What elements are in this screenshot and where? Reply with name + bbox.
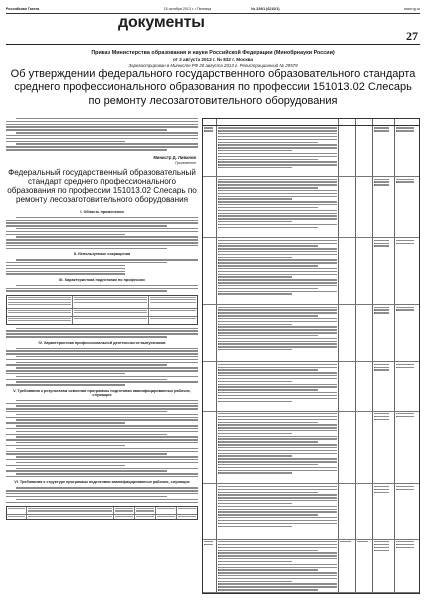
- section-title: документы: [118, 14, 205, 31]
- minister-signature: Министр Д. Ливанов: [153, 154, 196, 160]
- table-row: [203, 126, 419, 177]
- table-row: [203, 177, 419, 238]
- page-number: 27: [406, 29, 418, 43]
- subhead-structure: VI. Требования к структуре программы подготовки квалифицированных рабочих, служащих: [14, 480, 190, 485]
- website-link[interactable]: www.rg.ru: [404, 6, 420, 11]
- order-block: [40, 50, 386, 69]
- abbreviations-text: [6, 259, 198, 275]
- table-row: [203, 412, 419, 485]
- training-text: [6, 285, 198, 292]
- structure-table-header: [203, 119, 419, 126]
- scope-text: [6, 217, 198, 250]
- table-row: [203, 484, 419, 539]
- order-issuer: Приказ Министерства образования и науки Российской Федерации (Минобрнауки России): [91, 50, 335, 56]
- table-row: [203, 238, 419, 305]
- standard-title: Федеральный государственный образовательный стандарт среднего профессионального образования по профессии 151013.02 Слесарь по ремонту лесозаготовительного оборудования: [7, 167, 197, 205]
- subhead-training: III. Характеристика подготовки по профессии: [59, 277, 145, 282]
- left-column: [6, 118, 198, 594]
- order-date-number: от 2 августа 2013 г. № 832 г. Москва: [172, 57, 253, 63]
- table-row: [203, 305, 419, 362]
- subhead-abbreviations: II. Используемые сокращения: [73, 252, 131, 257]
- subhead-results: V. Требования к результатам освоения программы подготовки квалифицированных рабочих, служащих: [13, 388, 191, 397]
- subhead-activity: IV. Характеристика профессиональной деятельности выпускников: [38, 340, 166, 345]
- table-1: [6, 295, 198, 325]
- document-headline: Об утверждении федерального государственного образовательного стандарта среднего профессионального образования по профессии 151013.02 Слесарь по ремонту лесозаготовительного оборудования: [10, 68, 416, 107]
- structure-text: [6, 487, 198, 503]
- issue-date: 15 октября 2013 г. • Пятница: [163, 6, 212, 11]
- training-text-2: [6, 328, 198, 338]
- header-center: [164, 7, 280, 11]
- section-rule: [6, 44, 420, 45]
- newspaper-name: Российская Газета: [6, 6, 40, 11]
- structure-table: [202, 118, 420, 594]
- results-text: [6, 400, 198, 478]
- activity-text: [6, 348, 198, 386]
- subhead-scope: I. Область применения: [80, 209, 124, 214]
- header-rule: [6, 13, 420, 14]
- intro-text: [6, 118, 198, 151]
- issue-number: № 229/1 (6210/1): [251, 6, 280, 11]
- table-row: [203, 362, 419, 411]
- table-2: [6, 506, 198, 520]
- table-row: [203, 540, 419, 593]
- right-column: [202, 118, 420, 594]
- newspaper-header: [6, 4, 420, 13]
- order-registration: Зарегистрирован в Минюсте РФ 20 августа 2013 г. Регистрационный № 29579: [128, 63, 298, 69]
- appendix-label: Приложение: [175, 160, 196, 165]
